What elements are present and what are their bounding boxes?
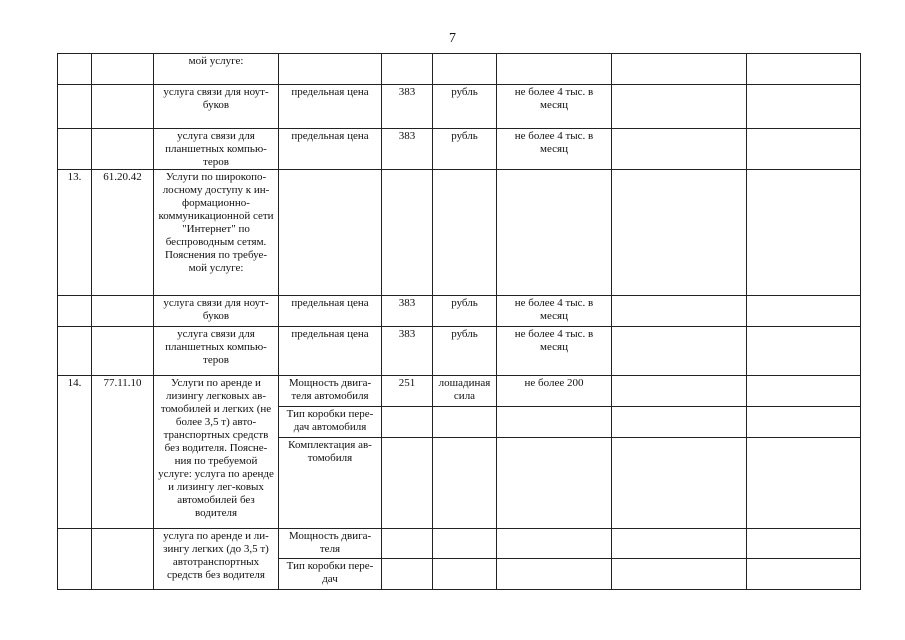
unit-code-cell: 383 (382, 129, 433, 170)
value-cell (497, 529, 612, 559)
page-number: 7 (449, 31, 456, 46)
characteristic-cell: Мощность двига-теля автомобиля (279, 376, 382, 407)
characteristic-cell (279, 54, 382, 85)
unit-code-cell (382, 438, 433, 529)
unit-code-cell (382, 529, 433, 559)
unit-code-cell (382, 407, 433, 438)
unit-name-cell (433, 407, 497, 438)
table-row (58, 170, 861, 296)
service-name-cell: Услуги по широкопо-лосному доступу к ин-формационно-коммуникационной сети "Интернет" по беспроводным сетям. Пояснения по требуе-мой услуге: (154, 170, 279, 296)
value-cell (497, 438, 612, 529)
value-cell: не более 4 тыс. в месяц (497, 327, 612, 376)
row-number-cell (58, 529, 92, 590)
unit-code-cell (382, 170, 433, 296)
empty-cell (612, 54, 747, 85)
unit-name-cell: рубль (433, 129, 497, 170)
characteristic-cell: Тип коробки пере-дач (279, 559, 382, 590)
characteristic-cell: Тип коробки пере-дач автомобиля (279, 407, 382, 438)
row-number-cell (58, 85, 92, 129)
characteristic-cell: предельная цена (279, 85, 382, 129)
empty-cell (612, 129, 747, 170)
table-row (58, 296, 861, 327)
empty-cell (612, 529, 747, 559)
table-row (58, 54, 861, 85)
okpd-code-cell (92, 54, 154, 85)
okpd-code-cell (92, 85, 154, 129)
service-name-cell: Услуги по аренде и лизингу легковых ав-томобилей и легких (не более 3,5 т) авто-транспортных средств без водителя. Поясне-ния по требуемой услуге: услуга по аренде и лизингу лег-ковых автомобилей без водителя (154, 376, 279, 529)
characteristic-cell: Комплектация ав-томобиля (279, 438, 382, 529)
row-number-cell: 14. (58, 376, 92, 529)
okpd-code-cell (92, 129, 154, 170)
unit-name-cell: рубль (433, 327, 497, 376)
unit-name-cell: лошадиная сила (433, 376, 497, 407)
service-name-cell: услуга связи для ноут-буков (154, 296, 279, 327)
table-row (58, 376, 861, 407)
characteristic-cell (279, 170, 382, 296)
empty-cell (612, 296, 747, 327)
service-name-cell: услуга связи для ноут-буков (154, 85, 279, 129)
value-cell: не более 200 (497, 376, 612, 407)
characteristic-cell: предельная цена (279, 296, 382, 327)
empty-cell (747, 54, 861, 85)
empty-cell (612, 407, 747, 438)
empty-cell (747, 129, 861, 170)
empty-cell (747, 85, 861, 129)
empty-cell (747, 170, 861, 296)
service-name-cell: услуга связи для планшетных компью-теров (154, 129, 279, 170)
empty-cell (747, 296, 861, 327)
okpd-code-cell (92, 529, 154, 590)
characteristic-cell: предельная цена (279, 327, 382, 376)
okpd-code-cell: 61.20.42 (92, 170, 154, 296)
table-row (58, 327, 861, 376)
row-number-cell (58, 296, 92, 327)
value-cell: не более 4 тыс. в месяц (497, 129, 612, 170)
okpd-code-cell: 77.11.10 (92, 376, 154, 529)
unit-code-cell: 383 (382, 327, 433, 376)
okpd-code-cell (92, 327, 154, 376)
service-name-cell: услуга связи для планшетных компью-теров (154, 327, 279, 376)
empty-cell (747, 376, 861, 407)
empty-cell (747, 529, 861, 559)
unit-name-cell (433, 559, 497, 590)
empty-cell (747, 559, 861, 590)
unit-code-cell: 251 (382, 376, 433, 407)
value-cell (497, 407, 612, 438)
table-row (58, 529, 861, 559)
value-cell: не более 4 тыс. в месяц (497, 296, 612, 327)
empty-cell (612, 85, 747, 129)
table-row (58, 85, 861, 129)
unit-code-cell: 383 (382, 296, 433, 327)
unit-name-cell (433, 170, 497, 296)
unit-name-cell: рубль (433, 85, 497, 129)
characteristic-cell: Мощность двига-теля (279, 529, 382, 559)
unit-name-cell (433, 529, 497, 559)
empty-cell (747, 407, 861, 438)
requirements-table (57, 53, 861, 590)
unit-code-cell: 383 (382, 85, 433, 129)
unit-name-cell (433, 438, 497, 529)
empty-cell (612, 438, 747, 529)
value-cell (497, 559, 612, 590)
empty-cell (612, 327, 747, 376)
empty-cell (612, 376, 747, 407)
characteristic-cell: предельная цена (279, 129, 382, 170)
row-number-cell (58, 327, 92, 376)
value-cell: не более 4 тыс. в месяц (497, 85, 612, 129)
row-number-cell (58, 54, 92, 85)
row-number-cell: 13. (58, 170, 92, 296)
value-cell (497, 170, 612, 296)
unit-name-cell: рубль (433, 296, 497, 327)
empty-cell (747, 438, 861, 529)
empty-cell (612, 170, 747, 296)
empty-cell (612, 559, 747, 590)
empty-cell (747, 327, 861, 376)
unit-code-cell (382, 559, 433, 590)
unit-name-cell (433, 54, 497, 85)
value-cell (497, 54, 612, 85)
table-row (58, 129, 861, 170)
service-name-cell: мой услуге: (154, 54, 279, 85)
service-name-cell: услуга по аренде и ли-зингу легких (до 3,5 т) автотранспортных средств без водителя (154, 529, 279, 590)
okpd-code-cell (92, 296, 154, 327)
row-number-cell (58, 129, 92, 170)
unit-code-cell (382, 54, 433, 85)
